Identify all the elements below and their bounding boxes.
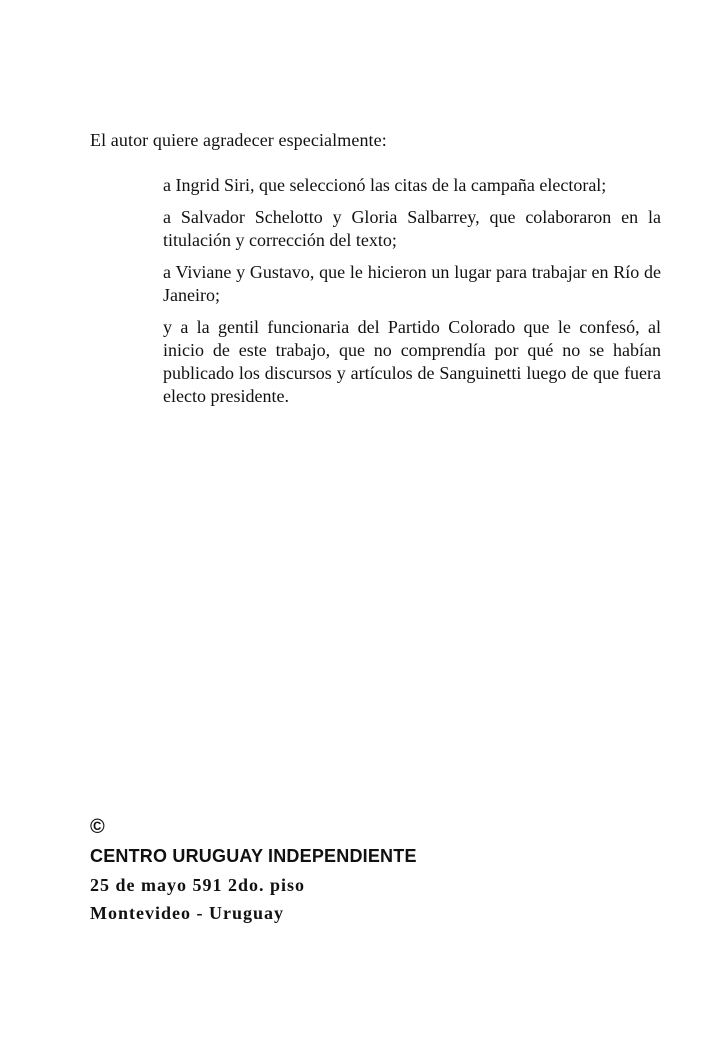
publisher-address-line-1: 25 de mayo 591 2do. piso xyxy=(90,875,306,895)
acknowledgement-intro: El autor quiere agradecer especialmente: xyxy=(90,130,387,150)
publisher-name: CENTRO URUGUAY INDEPENDIENTE xyxy=(90,846,417,866)
acknowledgement-item: y a la gentil funcionaria del Partido Colorado que le confesó, al inicio de este trabajo, que no comprendía por qué no se habían publicado los discursos y artículos de Sanguinetti luego de que fuera electo presidente. xyxy=(163,317,661,406)
acknowledgement-item: a Ingrid Siri, que seleccionó las citas de la campaña electoral; xyxy=(163,175,607,195)
acknowledgement-item: a Viviane y Gustavo, que le hicieron un lugar para trabajar en Río de Janeiro; xyxy=(163,262,661,305)
publisher-address-line-2: Montevideo - Uruguay xyxy=(90,903,284,923)
copyright-icon: © xyxy=(90,816,105,838)
acknowledgement-item: a Salvador Schelotto y Gloria Salbarrey, que colaboraron en la titulación y corrección del texto; xyxy=(163,207,661,250)
copyright-block xyxy=(90,816,417,929)
acknowledgement-list xyxy=(163,174,661,417)
